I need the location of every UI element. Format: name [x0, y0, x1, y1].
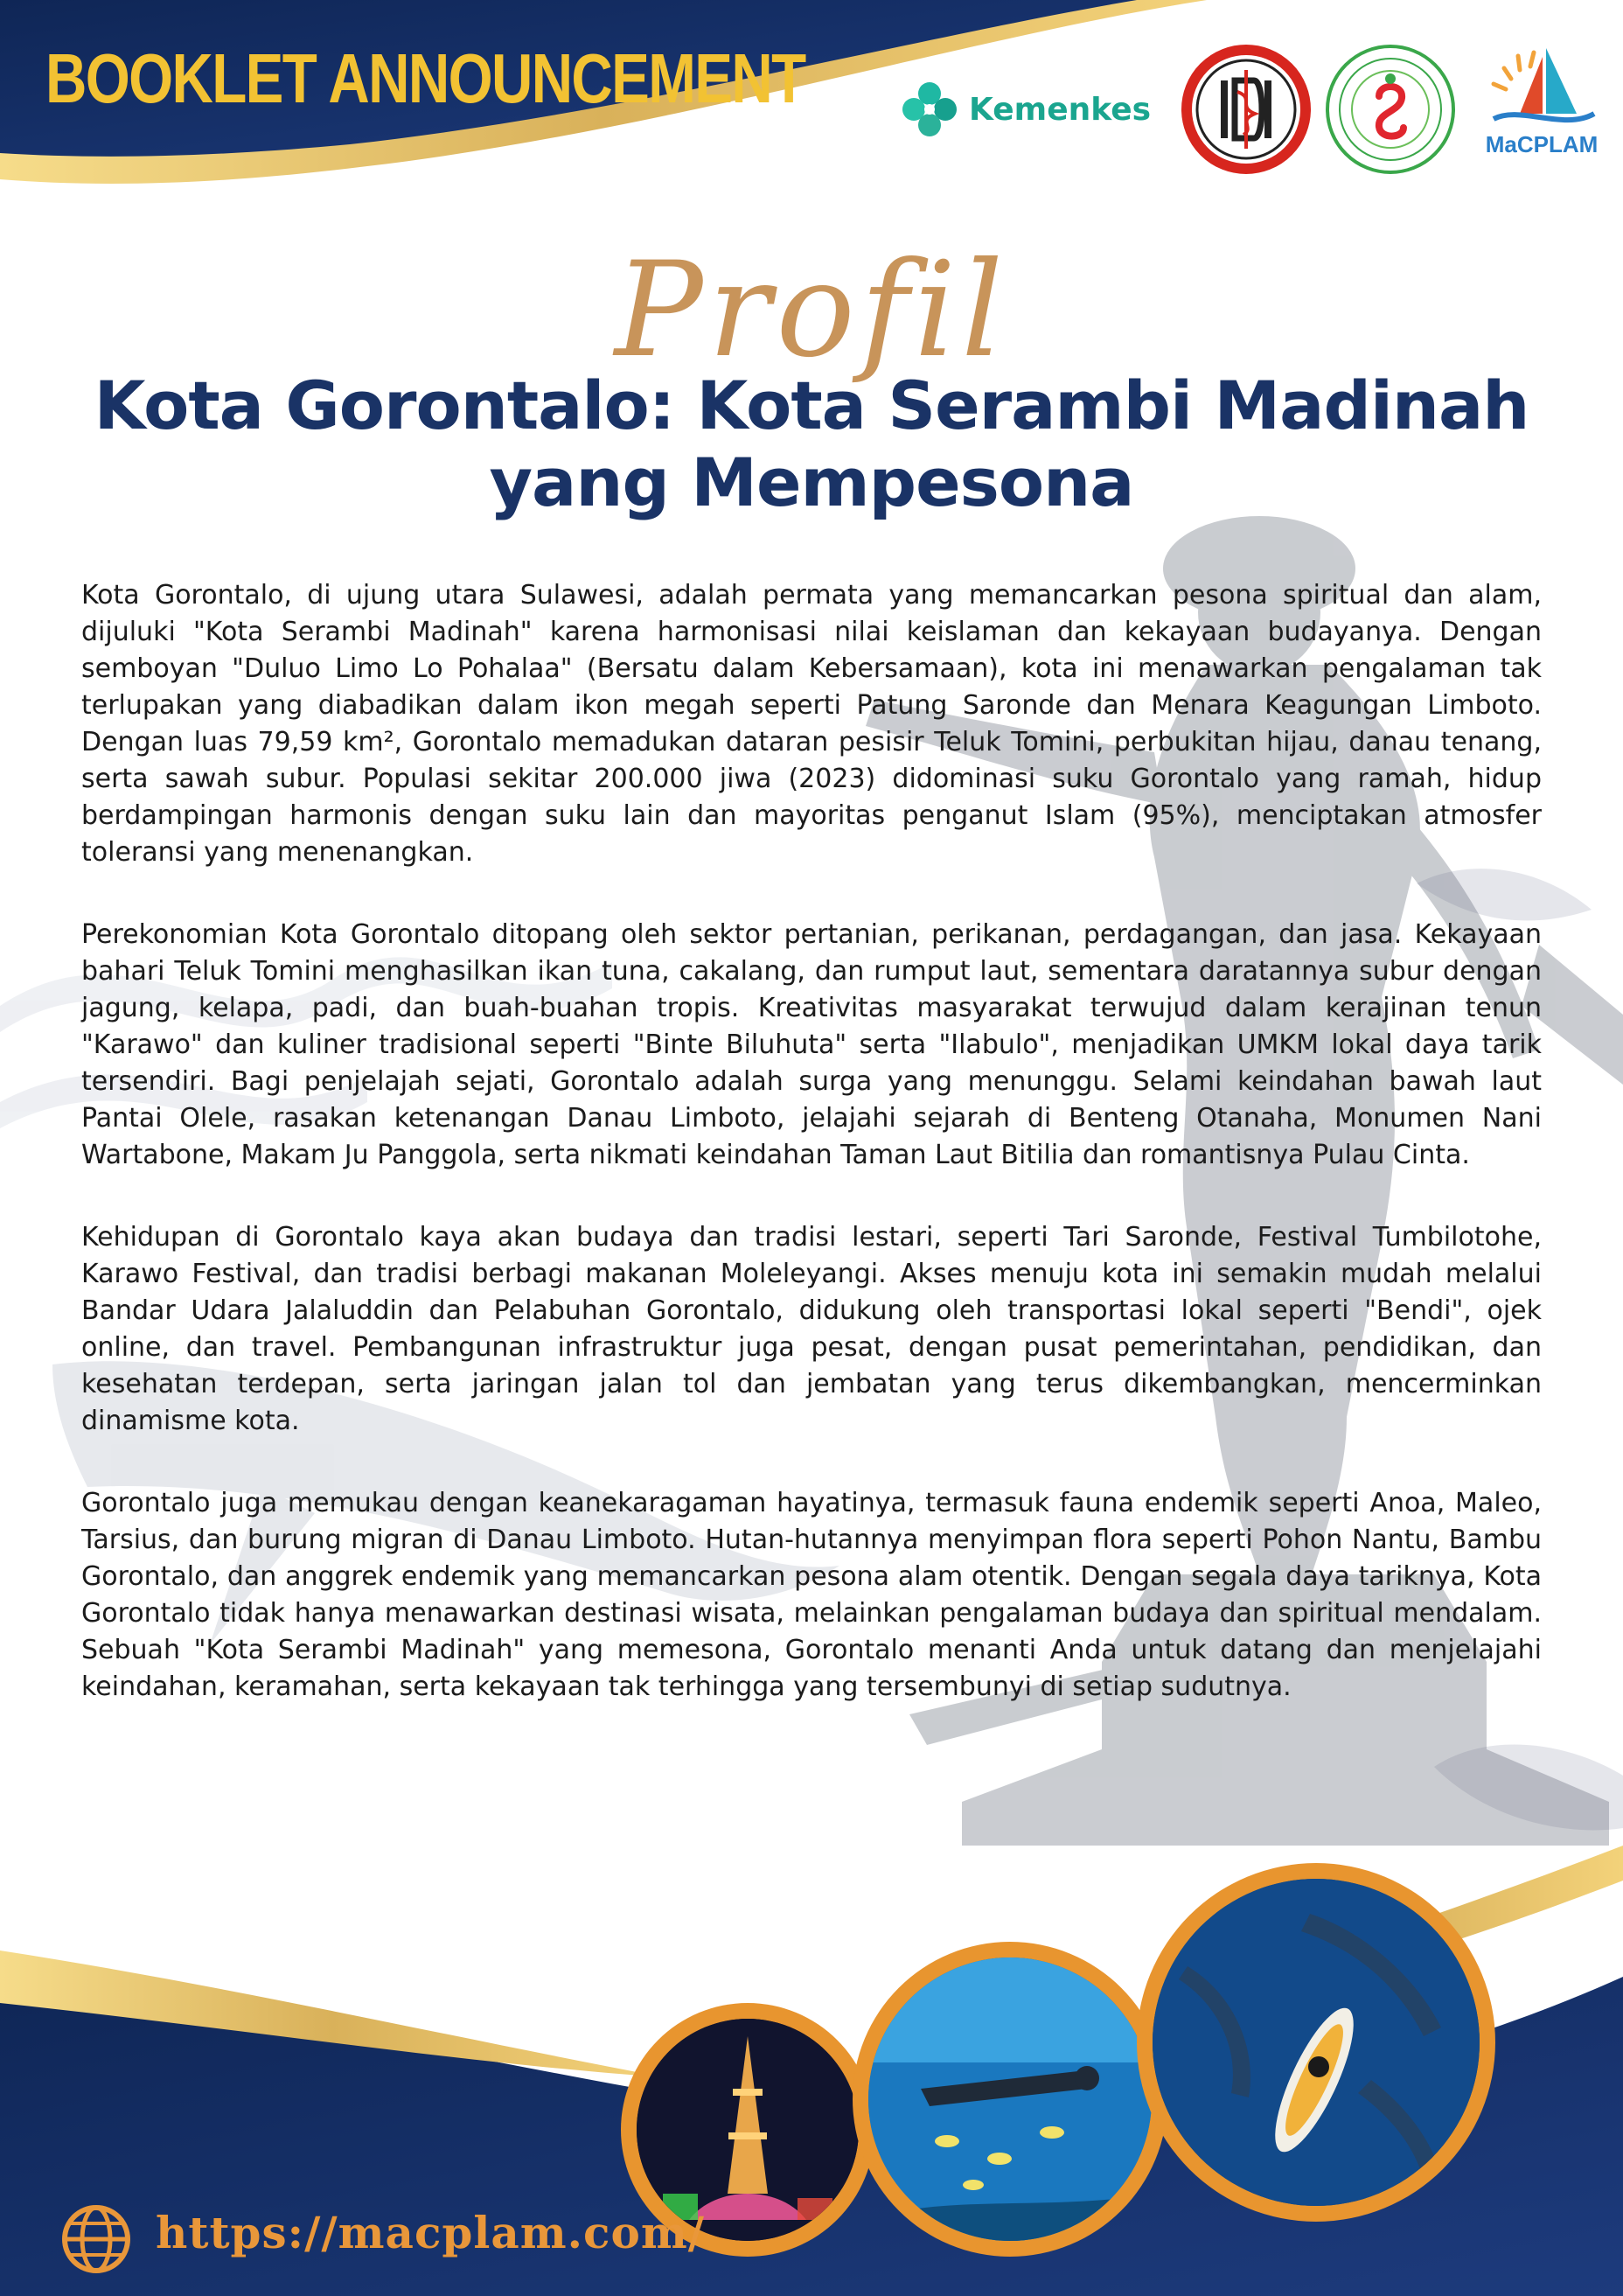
paragraph-1: Kota Gorontalo, di ujung utara Sulawesi, adalah permata yang memancarkan pesona spiritual dan alam, dijuluki "Kota Serambi Madinah" karena harmonisasi nilai keislaman dan kekayaan budayanya. Dengan semboyan "Duluo Limo Lo Pohalaa" (Bersatu dalam Kebersamaan), kota ini menawarkan pengalaman tak terlupakan yang diabadikan dalam ikon megah seperti Patung Saronde dan Menara Keagungan Limboto. Dengan luas 79,59 km², Gorontalo memadukan dataran pesisir Teluk Tomini, perbukitan hijau, danau tenang, serta sawah subur. Populasi sekitar 200.000 jiwa (2023) didominasi suku Gorontalo yang ramah, hidup berdampingan harmonis dengan suku lain dan mayoritas penganut Islam (95%), menciptakan atmosfer toleransi yang menenangkan. [81, 580, 1542, 868]
idi-logo-icon [1181, 44, 1312, 175]
page-title: Kota Gorontalo: Kota Serambi Madinah yang Mempesona [94, 366, 1529, 521]
paragraph-2: Perekonomian Kota Gorontalo ditopang oleh sektor pertanian, perikanan, perdagangan, dan jasa. Kekayaan bahari Teluk Tomini menghasilkan ikan tuna, cakalang, dan rumput laut, sementara daratannya subur dengan jagung, kelapa, padi, dan buah-buahan tropis. Kreativitas masyarakat terwujud dalam kerajinan tenun "Karawo" dan kuliner tradisional seperti "Binte Biluhuta" serta "Ilabulo", menjadikan UMKM lokal daya tarik tersendiri. Bagi penjelajah sejati, Gorontalo adalah surga yang menunggu. Selami keindahan bawah laut Pantai Olele, rasakan ketenangan Danau Limboto, jelajahi sejarah di Benteng Otanaha, Monumen Nani Wartabone, Makam Ju Panggola, serta nikmati keindahan Taman Laut Bitilia dan romantisnya Pulau Cinta. [81, 919, 1542, 1170]
paragraph-4: Gorontalo juga memukau dengan keanekaragaman hayatinya, termasuk fauna endemik seperti Anoa, Maleo, Tarsius, dan burung migran di Danau Limboto. Hutan-hutannya menyimpan flora seperti Pohon Nantu, Bambu Gorontalo, dan anggrek endemik yang memancarkan pesona alam otentik. Dengan segala daya tariknya, Kota Gorontalo tidak hanya menawarkan destinasi wisata, melainkan pengalaman budaya dan spiritual mendalam. Sebuah "Kota Serambi Madinah" yang memesona, Gorontalo menanti Anda untuk datang dan menjelajahi keindahan, keramahan, serta kekayaan tak terhingga yang tersembunyi di setiap sudutnya. [81, 1488, 1542, 1702]
kemenkes-logo [901, 79, 1151, 140]
globe-icon [59, 2202, 133, 2276]
kemenkes-logo-text: Kemenkes [969, 91, 1152, 128]
header-title: BOOKLET ANNOUNCEMENT [45, 39, 805, 117]
cabang-logo-icon [1325, 44, 1456, 175]
snorkel-photo-icon [868, 1958, 1152, 2241]
macplam-logo [1485, 44, 1599, 175]
whaleshark-photo-icon [1153, 1879, 1480, 2206]
kemenkes-flower-icon [901, 80, 958, 138]
footer-website-link[interactable]: https://macplam.com/ [156, 2207, 706, 2258]
photo-snorkeling [853, 1942, 1167, 2257]
macplam-logo-text: MaCPLAM [1485, 131, 1599, 157]
article-body [81, 577, 1542, 1751]
paragraph-3: Kehidupan di Gorontalo kaya akan budaya dan tradisi lestari, seperti Tari Saronde, Festival Tumbilotohe, Karawo Festival, dan tradisi berbagi makanan Moleleyangi. Akses menuju kota ini semakin mudah melalui Bandar Udara Jalaluddin dan Pelabuhan Gorontalo, didukung oleh transportasi lokal seperti "Bendi", ojek online, dan travel. Pembangunan infrastruktur juga pesat, dengan pusat pemerintahan, pendidikan, dan kesehatan terdepan, serta jaringan jalan tol dan jembatan yang terus dikembangkan, mencerminkan dinamisme kota. [81, 1222, 1542, 1436]
macplam-sail-icon [1485, 44, 1599, 131]
photo-whale-shark-paddleboard [1137, 1863, 1495, 2222]
profil-script-heading: Profil [614, 234, 1009, 387]
